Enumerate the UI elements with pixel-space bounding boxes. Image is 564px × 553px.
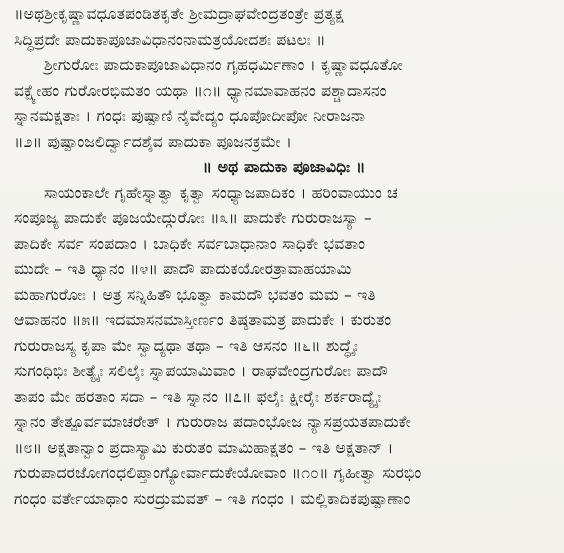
text-line: ॥೮॥ ಅಕ್ಷತಾನ್ವಾಂ ಪ್ರದಾಸ್ಯಾಮಿ ಕುರುತಂ ಮಾಮಿಹಾಕ್ಷತಂ – ಇತಿ ಅಕ್ಷತಾನ್ ।: [14, 438, 394, 457]
text-line: ವಕ್ಷ್ಯೇಹಂ ಗುರೋರಭಿಮತಂ ಯಥಾ ॥೧॥ ಧ್ಯಾನಮಾವಾಹನಂ ಪಶ್ಚಾದಾಸನಂ: [14, 81, 387, 100]
text-line: ಆವಾಹನಂ ॥೫॥ ಇದಮಾಸನಮಾಸ್ತೀರ್ಣಂ ತಿಷ್ಠತಾಮತ್ರ ಪಾದುಕೇ । ಕುರುತಂ: [14, 311, 392, 329]
text-line: ಪಾದಿಕೇ ಸರ್ವ ಸಂಪದಾಂ । ಬಾಧಿಕೇ ಸರ್ವಬಾಧಾನಾಂ ಸಾಧಿಕೇ ಭವತಾಂ: [14, 234, 366, 253]
text-line: ಗಂಧಂ ವರ್ತೇಯಾಥಾಂ ಸುರದ್ರುಮವತ್ – ಇತಿ ಗಂಧಂ । ಮಲ್ಲಿಕಾದಿಕಪುಷ್ಪಾಣಾಂ: [14, 489, 411, 508]
text-line: ಸಂಪೂಜ್ಯ ಪಾದುಕೇ ಪೂಜಯೇದ್ಗುರೋಃ ॥೩॥ ಪಾದುಕೇ ಗುರುರಾಜಸ್ಯಾ –: [14, 209, 372, 227]
text-line: ಮುದೇ – ಇತಿ ಧ್ಯಾನಂ ॥೪॥ ಪಾದೌ ಪಾದುಕಯೋರತ್ರಾವಾಹಯಾಮಿ: [14, 260, 352, 278]
text-line: ಗುರುಪಾದರಜೋಗಂಧಲಿಪ್ತಾಂಗ್ಯೋರ್ವಾದುಕೇಯೋವಾಂ ॥೧೦॥ ಗೃಹೀತ್ವಾ ಸುರಭಿಂ: [14, 464, 422, 482]
text-line: ಸಾಯಂಕಾಲೇ ಗೃಹೇಸ್ನಾತ್ವಾ ಕೃತ್ವಾ ಸಂಧ್ಯಾಜಪಾದಿಕಂ । ಹರಿಂವಾಯುಂ ಚ: [44, 183, 398, 202]
text-line: ॥೨॥ ಪುಷ್ಪಾಂಜಲಿರ್ದ್ವಾದಶೈವ ಪಾದುಕಾ ಪೂಜನಕ್ರಮೇ ।: [14, 132, 292, 151]
text-line: ಸ್ನಾನಂ ತೇತ್ಪೂರ್ವಮಾಚರೇತ್ । ಗುರುರಾಜ ಪದಾಂಭೋಜ ನ್ಯಾಸಪ್ರಯತಪಾದುಕೇ: [14, 413, 411, 431]
text-line: ತಾಪಂ ಮೇ ಹರತಾಂ ಸದಾ – ಇತಿ ಸ್ನಾನಂ ॥೭॥ ಫಲೈಃ ಕ್ಷೀರೈಃ ಶರ್ಕರಾದ್ಯೈಃ: [14, 387, 382, 406]
text-line: ಶ್ರೀಗುರೋಃ ಪಾದುಕಾಪೂಜಾವಿಧಾನಂ ಗೃಹಧರ್ಮಿಣಾಂ । ಕೃಷ್ಣಾವಧೂತೋ: [44, 56, 403, 74]
section-heading: ॥ ಅಥ ಪಾದುಕಾ ಪೂಜಾವಿಧಿಃ ॥: [202, 158, 366, 176]
text-line: ಸಿದ್ಧಿಪ್ರದೇ ಪಾದುಕಾಪೂಜಾವಿಧಾನಂನಾಮತ್ರಯೋದಶಃ ಪಟಲಃ ॥: [14, 30, 326, 49]
text-line: ಸುಗಂಧಿಭಿಃ ಶೀತ್ಯೈಃ ಸಲಿಲೈಃ ಸ್ನಾಪಯಾಮಿವಾಂ । ರಾಘವೇಂದ್ರಗುರೋಃ ಪಾದೌ: [14, 362, 388, 380]
text-line: ಗುರುರಾಜಸ್ಯ ಕೃಪಾ ಮೇ ಸ್ವಾದ್ಯಥಾ ತಥಾ – ಇತಿ ಆಸನಂ ॥೬॥ ಶುದ್ಧೈಃ: [14, 336, 359, 355]
text-line: ಮಹಾಗುರೋಃ । ಅತ್ರ ಸನ್ನಿಹಿತೌ ಭೂತ್ವಾ ಕಾಮದೌ ಭವತಂ ಮಮ – ಇತಿ: [14, 285, 376, 304]
text-line: ಸ್ನಾನಮಕ್ಷತಾಃ । ಗಂಧಃ ಪುಷ್ಪಾಣಿ ನೈವೇದ್ಯಂ ಧೂಪೋದೀಪೋ ನೀರಾಜನಾ: [14, 107, 366, 125]
text-body: [14, 2, 554, 512]
text-line: ॥ಅಥಶ್ರೀಕೃಷ್ಣಾವಧೂತಪಂಡಿತಕೃತೇ ಶ್ರೀಮದ್ರಾಘವೇಂದ್ರತಂತ್ರೇ ಪ್ರತ್ಯಕ್ಷ: [14, 5, 344, 23]
